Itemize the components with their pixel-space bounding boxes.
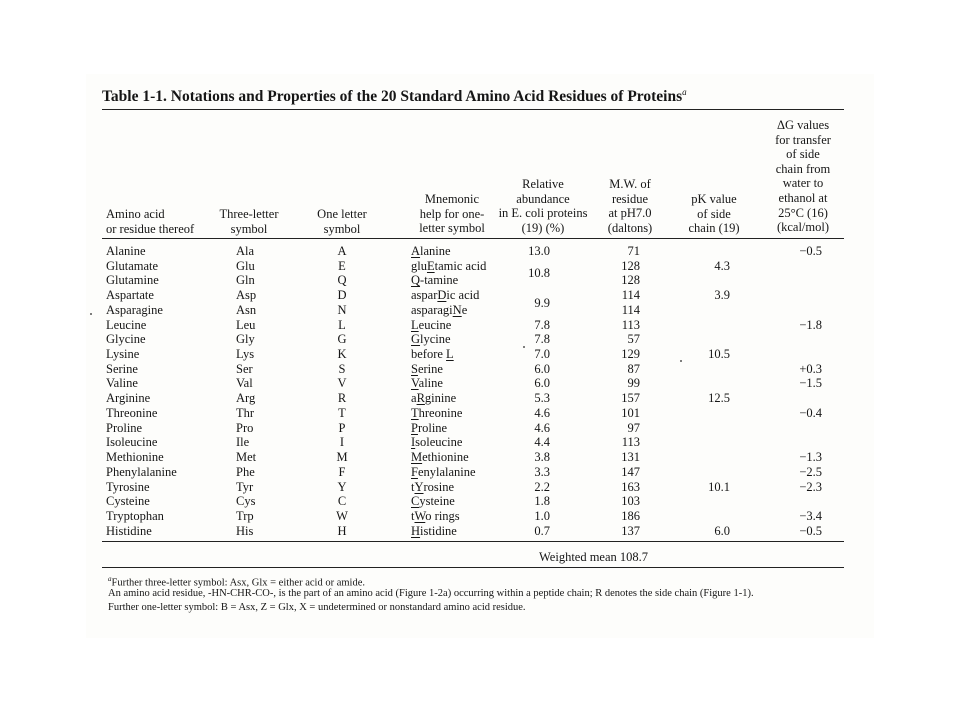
cell-mw: 186 xyxy=(621,508,640,523)
cell-amino-acid: Leucine xyxy=(106,317,147,332)
cell-three-letter: Tyr xyxy=(236,479,254,494)
cell-one-letter: Y xyxy=(337,479,347,494)
header-abundance: Relative abundance in E. coli proteins (19) (%) xyxy=(498,177,588,235)
table-title-text: Table 1-1. Notations and Properties of the 20 Standard Amino Acid Residues of Proteins xyxy=(102,88,683,106)
cell-pk xyxy=(690,450,730,464)
cell-mnemonic xyxy=(411,391,456,405)
cell-pk xyxy=(690,273,730,287)
cell-one-letter: D xyxy=(337,288,347,303)
cell-one-letter: P xyxy=(338,420,346,435)
cell-delta-g xyxy=(776,303,822,317)
mnemonic-letter: R xyxy=(416,391,425,406)
mnemonic-post: ethionine xyxy=(422,450,469,465)
cell-one-letter: T xyxy=(338,405,346,420)
cell-three-letter: Pro xyxy=(236,420,254,435)
cell-pk xyxy=(690,318,730,332)
cell-mnemonic xyxy=(411,450,469,464)
cell-mnemonic xyxy=(411,244,451,258)
mnemonic-post: e xyxy=(461,302,468,317)
cell-abundance: 7.0 xyxy=(534,347,550,362)
mnemonic-post: -tamine xyxy=(420,273,459,288)
cell-delta-g xyxy=(776,494,822,508)
cell-mw: 129 xyxy=(621,347,640,362)
cell-one-letter: C xyxy=(337,494,347,509)
cell-three-letter: Met xyxy=(236,450,257,465)
cell-mw: 128 xyxy=(621,273,640,288)
top-rule xyxy=(102,109,844,110)
cell-abundance: 13.0 xyxy=(528,244,550,258)
cell-mw: 57 xyxy=(627,332,640,347)
mnemonic-post: ginine xyxy=(424,391,457,406)
cell-three-letter: Val xyxy=(236,376,253,391)
cell-amino-acid: Tryptophan xyxy=(106,508,164,523)
cell-pk xyxy=(690,332,730,346)
cell-abundance: 4.6 xyxy=(534,405,550,420)
cell-mnemonic xyxy=(411,318,451,332)
cell-amino-acid: Serine xyxy=(106,361,138,376)
cell-abundance-merged: 9.9 xyxy=(534,295,550,310)
mnemonic-letter: E xyxy=(426,258,435,273)
footnote-2: An amino acid residue, -HN-CHR-CO-, is the part of an amino acid (Figure 1-2a) occurring within a peptide chain; R denotes the side chain (Figure 1-1). xyxy=(108,588,754,599)
cell-pk xyxy=(690,509,730,523)
cell-mw: 137 xyxy=(621,523,640,538)
header-mw: M.W. of residue at pH7.0 (daltons) xyxy=(607,177,653,235)
mnemonic-letter: T xyxy=(411,405,419,420)
title-note-marker: a xyxy=(682,87,687,97)
cell-abundance: 7.8 xyxy=(534,332,550,347)
mnemonic-letter: D xyxy=(437,288,447,303)
cell-abundance: 6.0 xyxy=(534,361,550,376)
cell-pk xyxy=(690,406,730,420)
cell-delta-g: −0.5 xyxy=(799,523,822,538)
cell-amino-acid: Glutamine xyxy=(106,273,159,288)
cell-delta-g: −3.4 xyxy=(799,508,822,523)
cell-mw: 114 xyxy=(621,302,640,317)
cell-delta-g xyxy=(776,391,822,405)
cell-abundance: 4.6 xyxy=(534,420,550,435)
cell-three-letter: Phe xyxy=(236,464,255,479)
cell-mnemonic xyxy=(411,303,467,317)
footnote-marker: a xyxy=(108,575,112,583)
mnemonic-letter: W xyxy=(414,508,426,523)
cell-mnemonic xyxy=(411,465,476,479)
header-rule xyxy=(102,238,844,239)
cell-three-letter: Gln xyxy=(236,273,255,288)
cell-one-letter: L xyxy=(338,317,346,332)
cell-mw: 103 xyxy=(621,494,640,509)
cell-mw: 87 xyxy=(627,361,640,376)
mnemonic-letter: G xyxy=(411,332,421,347)
cell-pk: 10.1 xyxy=(708,479,730,494)
mnemonic-pre: t xyxy=(411,508,415,523)
cell-three-letter: Ser xyxy=(236,361,253,376)
cell-one-letter: Q xyxy=(337,273,347,288)
cell-mnemonic xyxy=(411,406,462,420)
mnemonic-post: istidine xyxy=(420,523,457,538)
cell-abundance: 6.0 xyxy=(534,376,550,391)
cell-pk xyxy=(690,362,730,376)
cell-pk xyxy=(690,421,730,435)
header-amino-acid: Amino acid or residue thereof xyxy=(106,207,195,236)
cell-delta-g xyxy=(776,273,822,287)
cell-one-letter: N xyxy=(337,302,347,317)
cell-mnemonic xyxy=(411,494,455,508)
mnemonic-post: erine xyxy=(417,361,443,376)
cell-mw: 114 xyxy=(621,288,640,303)
mnemonic-letter: P xyxy=(411,420,418,435)
mnemonic-letter: L xyxy=(411,317,419,332)
cell-one-letter: I xyxy=(339,435,345,450)
cell-abundance: 7.8 xyxy=(534,317,550,332)
cell-amino-acid: Alanine xyxy=(106,244,146,258)
mnemonic-letter: F xyxy=(411,464,418,479)
cell-delta-g: −1.3 xyxy=(799,450,822,465)
cell-mnemonic xyxy=(411,259,486,273)
cell-abundance: 4.4 xyxy=(534,435,550,450)
cell-one-letter: F xyxy=(338,464,346,479)
cell-pk: 6.0 xyxy=(714,523,730,538)
cell-delta-g: −0.5 xyxy=(799,244,822,258)
cell-mnemonic xyxy=(411,273,458,287)
cell-delta-g xyxy=(776,288,822,302)
cell-abundance: 3.3 xyxy=(534,464,550,479)
mnemonic-letter: Y xyxy=(414,479,424,494)
mnemonic-pre: asparagi xyxy=(411,302,453,317)
cell-amino-acid: Lysine xyxy=(106,347,140,362)
mnemonic-post: ic acid xyxy=(446,288,480,303)
cell-amino-acid: Phenylalanine xyxy=(106,464,177,479)
cell-mnemonic xyxy=(411,362,443,376)
cell-delta-g xyxy=(776,347,822,361)
cell-pk xyxy=(690,303,730,317)
cell-mw: 71 xyxy=(627,244,640,258)
cell-delta-g: −1.5 xyxy=(799,376,822,391)
cell-abundance-merged: 10.8 xyxy=(528,266,550,281)
mnemonic-letter: N xyxy=(452,302,462,317)
cell-three-letter: Asn xyxy=(236,302,257,317)
cell-amino-acid: Methionine xyxy=(106,450,164,465)
cell-delta-g: −2.3 xyxy=(799,479,822,494)
cell-one-letter: K xyxy=(337,347,347,362)
footnote-3: Further one-letter symbol: B = Asx, Z = Glx, X = undetermined or nonstandard amino acid residue. xyxy=(108,602,526,613)
mnemonic-post: lycine xyxy=(420,332,451,347)
mnemonic-post: rosine xyxy=(423,479,455,494)
cell-mnemonic xyxy=(411,332,451,346)
cell-amino-acid: Histidine xyxy=(106,523,152,538)
mnemonic-pre: glu xyxy=(411,258,427,273)
cell-one-letter: G xyxy=(337,332,347,347)
footer-rule xyxy=(102,567,844,568)
cell-three-letter: Arg xyxy=(236,391,256,406)
cell-one-letter: H xyxy=(337,523,347,538)
cell-mnemonic xyxy=(411,347,454,361)
cell-amino-acid: Glycine xyxy=(106,332,146,347)
cell-amino-acid: Cysteine xyxy=(106,494,150,509)
header-three-letter: Three-letter symbol xyxy=(219,207,279,236)
table-title xyxy=(102,87,842,106)
cell-three-letter: Ile xyxy=(236,435,250,450)
cell-one-letter: M xyxy=(336,450,348,465)
cell-mnemonic xyxy=(411,435,462,449)
cell-delta-g: −0.4 xyxy=(799,405,822,420)
cell-mnemonic xyxy=(411,524,457,538)
cell-mw: 113 xyxy=(621,317,640,332)
cell-three-letter: Thr xyxy=(236,405,255,420)
cell-mw: 131 xyxy=(621,450,640,465)
cell-abundance: 1.8 xyxy=(534,494,550,509)
cell-three-letter: Leu xyxy=(236,317,256,332)
mnemonic-letter: C xyxy=(411,494,420,509)
cell-delta-g xyxy=(776,332,822,346)
cell-abundance: 2.2 xyxy=(534,479,550,494)
mnemonic-post: lanine xyxy=(420,244,451,258)
cell-abundance: 0.7 xyxy=(534,523,550,538)
cell-pk: 3.9 xyxy=(714,288,730,303)
scan-speck xyxy=(523,346,525,348)
cell-one-letter: A xyxy=(337,244,347,258)
mnemonic-letter: L xyxy=(446,347,454,362)
cell-abundance: 5.3 xyxy=(534,391,550,406)
mnemonic-pre: aspar xyxy=(411,288,438,303)
cell-pk xyxy=(690,465,730,479)
cell-one-letter: S xyxy=(338,361,346,376)
cell-mw: 99 xyxy=(627,376,640,391)
cell-amino-acid: Asparagine xyxy=(106,302,163,317)
cell-pk xyxy=(690,376,730,390)
cell-three-letter: Gly xyxy=(236,332,255,347)
cell-one-letter: W xyxy=(336,508,348,523)
cell-abundance: 3.8 xyxy=(534,450,550,465)
mnemonic-pre: a xyxy=(411,391,417,406)
cell-delta-g: −1.8 xyxy=(799,317,822,332)
cell-mw: 157 xyxy=(621,391,640,406)
cell-mw: 147 xyxy=(621,464,640,479)
cell-amino-acid: Isoleucine xyxy=(106,435,158,450)
mnemonic-letter: H xyxy=(411,523,421,538)
mnemonic-letter: I xyxy=(411,435,416,450)
mnemonic-letter: M xyxy=(411,450,423,465)
cell-amino-acid: Arginine xyxy=(106,391,151,406)
cell-mw: 163 xyxy=(621,479,640,494)
cell-delta-g: +0.3 xyxy=(799,361,822,376)
cell-amino-acid: Aspartate xyxy=(106,288,154,303)
header-one-letter: One letter symbol xyxy=(317,207,367,236)
weighted-mean: Weighted mean 108.7 xyxy=(539,550,649,564)
cell-pk xyxy=(690,494,730,508)
cell-pk: 10.5 xyxy=(708,347,730,362)
mnemonic-pre: before xyxy=(411,347,447,362)
cell-amino-acid: Tyrosine xyxy=(106,479,150,494)
cell-three-letter: Asp xyxy=(236,288,257,303)
mnemonic-post: tamic acid xyxy=(434,258,487,273)
scan-speck xyxy=(680,360,682,362)
mnemonic-letter: S xyxy=(411,361,418,376)
cell-pk xyxy=(690,435,730,449)
cell-delta-g xyxy=(776,421,822,435)
cell-delta-g xyxy=(776,259,822,273)
cell-three-letter: His xyxy=(236,523,254,538)
cell-amino-acid: Proline xyxy=(106,420,143,435)
cell-one-letter: E xyxy=(338,258,346,273)
mnemonic-letter: V xyxy=(411,376,419,391)
mnemonic-letter: A xyxy=(411,244,421,258)
cell-three-letter: Glu xyxy=(236,258,255,273)
cell-three-letter: Ala xyxy=(236,244,255,258)
mnemonic-post: ysteine xyxy=(419,494,455,509)
cell-mw: 97 xyxy=(627,420,640,435)
scan-speck xyxy=(90,313,92,315)
cell-mnemonic xyxy=(411,288,479,302)
mnemonic-post: soleucine xyxy=(415,435,463,450)
cell-delta-g: −2.5 xyxy=(799,464,822,479)
mnemonic-post: hreonine xyxy=(418,405,463,420)
cell-mnemonic xyxy=(411,376,443,390)
mnemonic-post: aline xyxy=(418,376,443,391)
cell-three-letter: Trp xyxy=(236,508,254,523)
cell-mw: 128 xyxy=(621,258,640,273)
cell-pk xyxy=(690,244,730,258)
cell-one-letter: R xyxy=(337,391,347,406)
cell-mw: 113 xyxy=(621,435,640,450)
cell-mw: 101 xyxy=(621,405,640,420)
cell-amino-acid: Glutamate xyxy=(106,258,159,273)
footnote-text: Further three-letter symbol: Asx, Glx = either acid or amide. xyxy=(111,577,365,589)
mnemonic-post: eucine xyxy=(418,317,452,332)
header-mnemonic: Mnemonic help for one- letter symbol xyxy=(419,192,485,236)
cell-amino-acid: Valine xyxy=(106,376,138,391)
cell-pk: 12.5 xyxy=(708,391,730,406)
mnemonic-letter: Q xyxy=(411,273,421,288)
cell-one-letter: V xyxy=(337,376,347,391)
cell-mnemonic xyxy=(411,480,454,494)
mnemonic-post: o rings xyxy=(425,508,460,523)
cell-three-letter: Cys xyxy=(236,494,256,509)
cell-amino-acid: Threonine xyxy=(106,405,158,420)
header-pk: pK value of side chain (19) xyxy=(688,192,740,236)
mnemonic-pre: t xyxy=(411,479,415,494)
cell-abundance: 1.0 xyxy=(534,508,550,523)
cell-pk: 4.3 xyxy=(714,258,730,273)
bottom-rule xyxy=(102,541,844,542)
mnemonic-post: enylalanine xyxy=(417,464,476,479)
header-delta-g: ΔG values for transfer of side chain from water to ethanol at 25°C (16) (kcal/mol) xyxy=(775,118,831,235)
mnemonic-post: roline xyxy=(417,420,448,435)
cell-three-letter: Lys xyxy=(236,347,255,362)
cell-mnemonic xyxy=(411,421,447,435)
cell-mnemonic xyxy=(411,509,460,523)
cell-delta-g xyxy=(776,435,822,449)
